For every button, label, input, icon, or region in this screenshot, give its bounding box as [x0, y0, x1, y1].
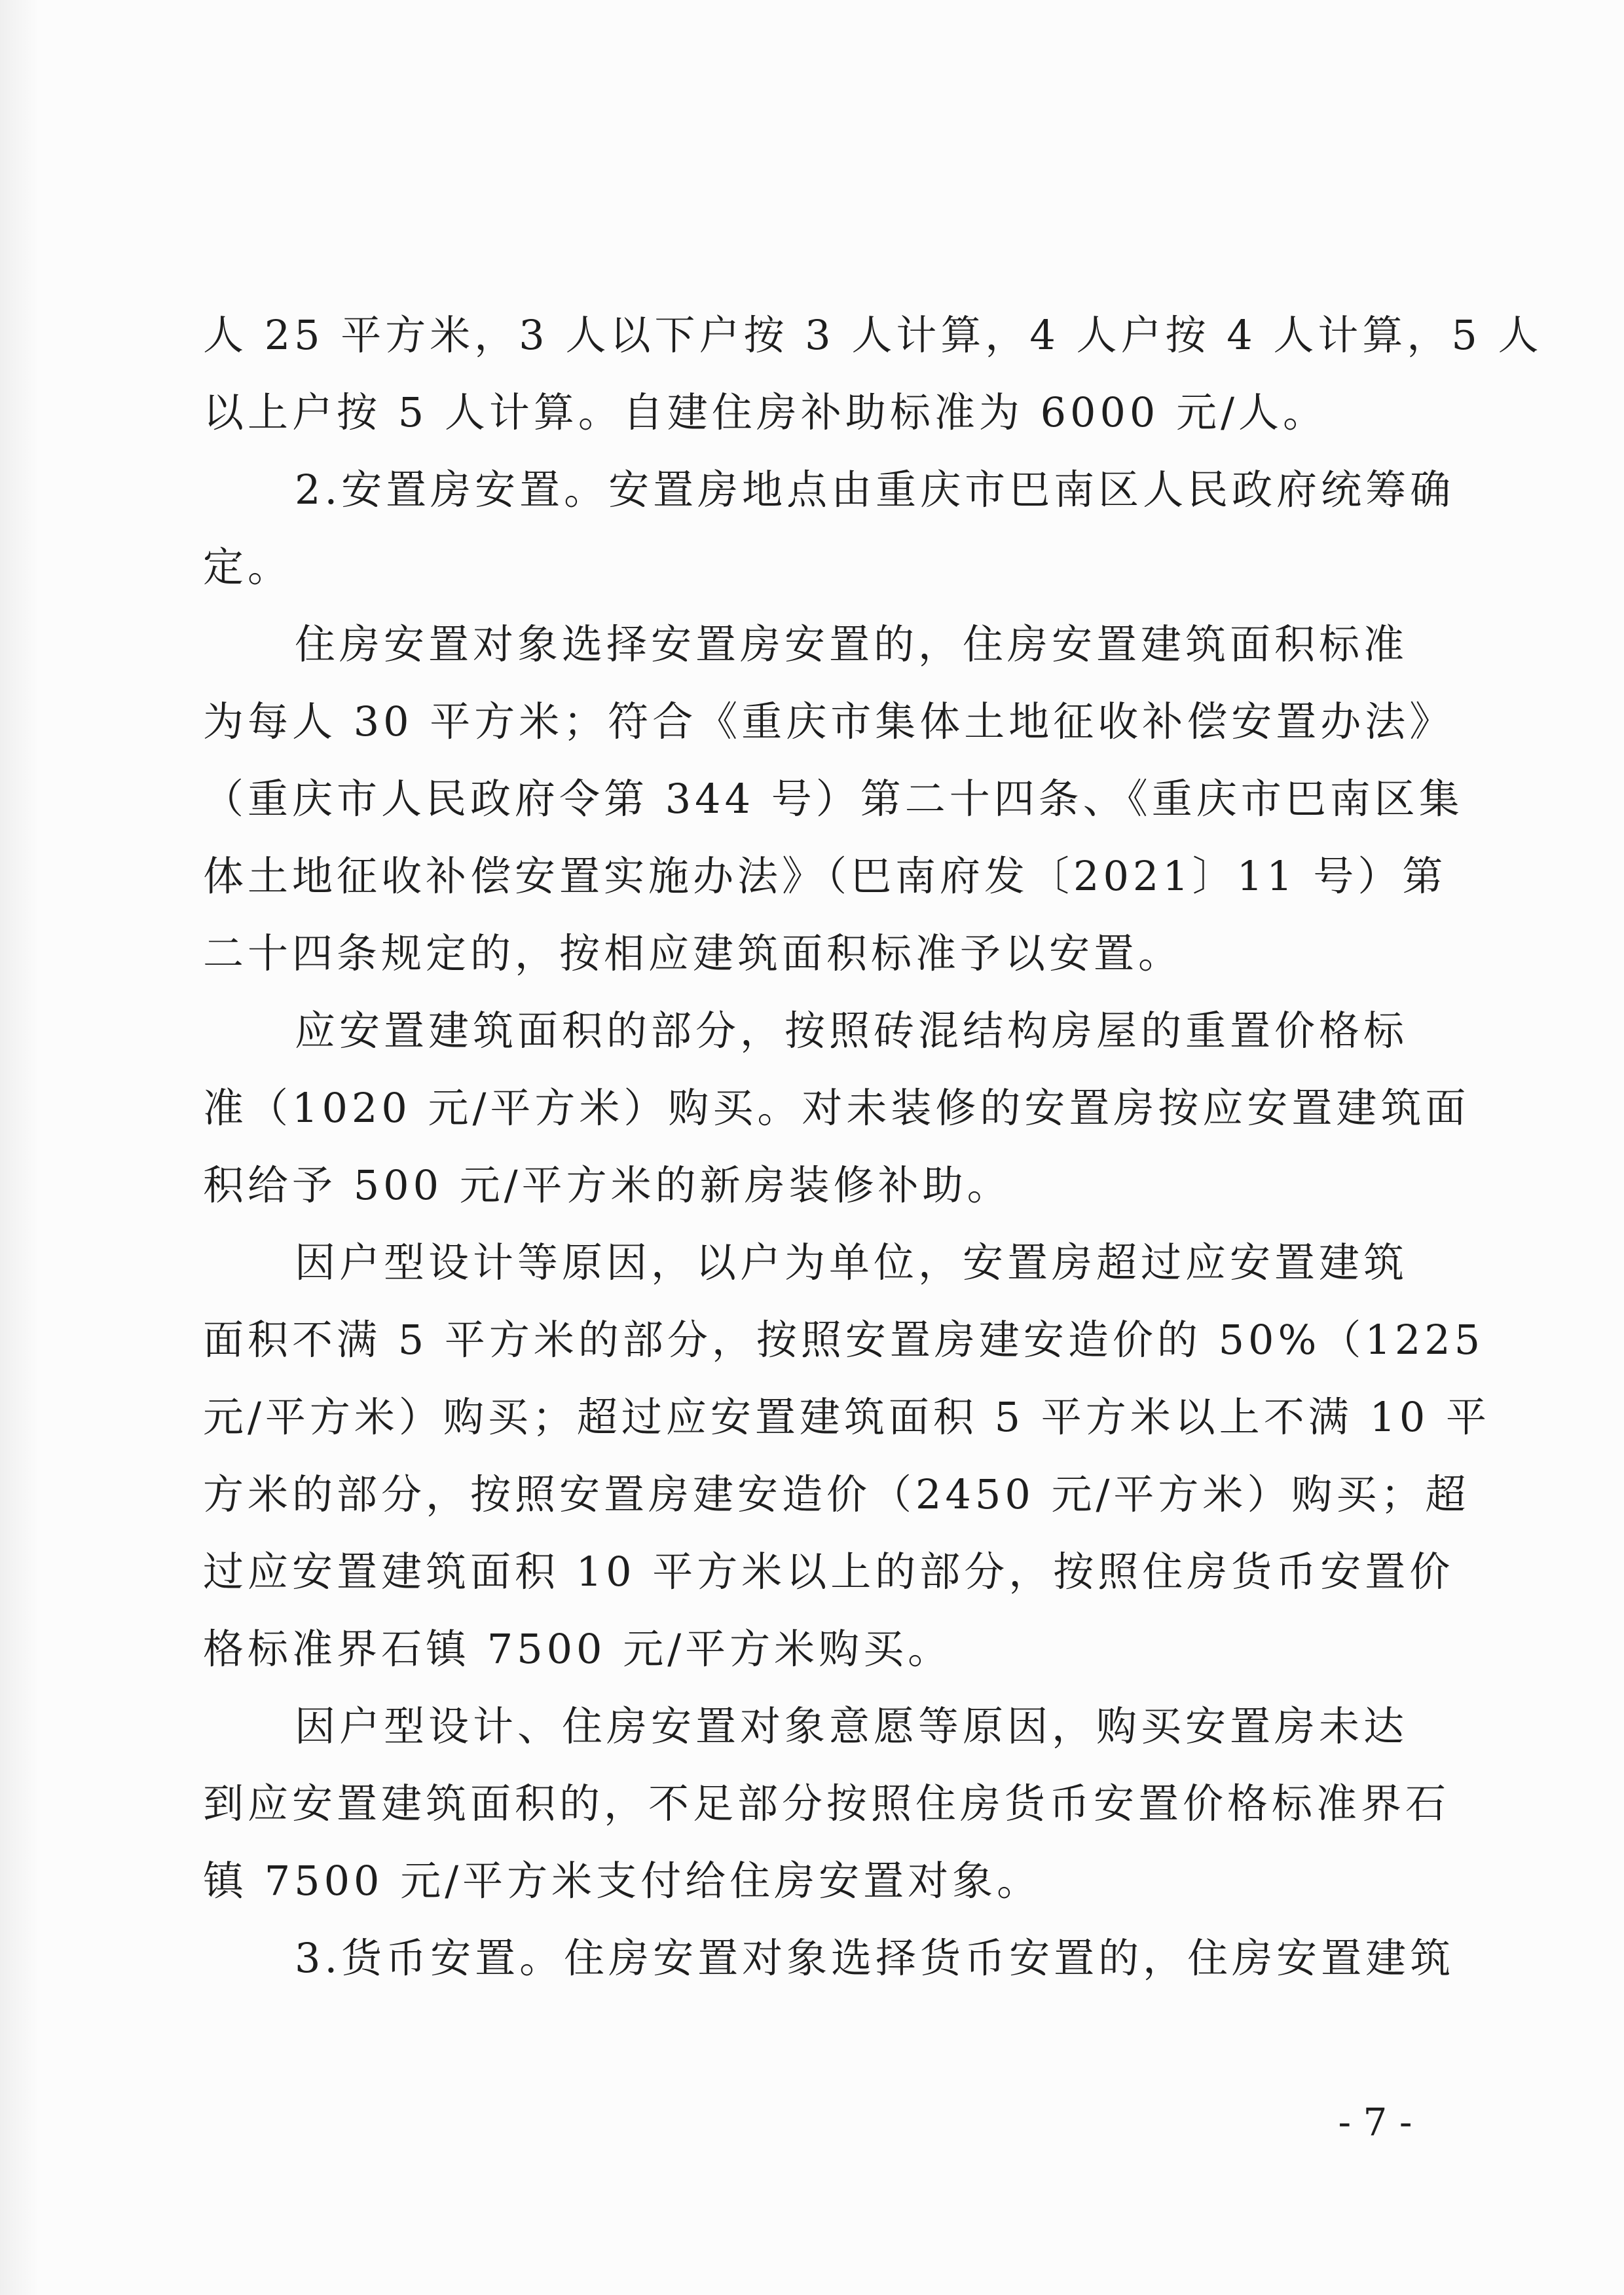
text-line: （重庆市人民政府令第 344 号）第二十四条、《重庆市巴南区集: [203, 775, 1464, 823]
text-line: 方米的部分，按照安置房建安造价（2450 元/平方米）购买；超: [203, 1470, 1470, 1518]
text-line: 积给予 500 元/平方米的新房装修补助。: [203, 1161, 1012, 1209]
text-line: 过应安置建筑面积 10 平方米以上的部分，按照住房货币安置价: [203, 1548, 1454, 1595]
page-number: - 7 -: [1338, 2100, 1412, 2144]
text-line: 镇 7500 元/平方米支付给住房安置对象。: [203, 1857, 1042, 1905]
text-line: 住房安置对象选择安置房安置的，住房安置建筑面积标准: [295, 620, 1409, 668]
text-line: 二十四条规定的，按相应建筑面积标准予以安置。: [203, 929, 1183, 977]
text-line: 格标准界石镇 7500 元/平方米购买。: [203, 1625, 953, 1673]
text-line: 因户型设计、住房安置对象意愿等原因，购买安置房未达: [295, 1702, 1409, 1750]
text-line: 以上户按 5 人计算。自建住房补助标准为 6000 元/人。: [203, 388, 1327, 436]
text-line: 定。: [203, 543, 293, 591]
text-line: 元/平方米）购买；超过应安置建筑面积 5 平方米以上不满 10 平: [203, 1393, 1491, 1441]
text-line: 到应安置建筑面积的，不足部分按照住房货币安置价格标准界石: [203, 1780, 1450, 1827]
text-line: 因户型设计等原因，以户为单位，安置房超过应安置建筑: [295, 1239, 1409, 1286]
text-line: 为每人 30 平方米；符合《重庆市集体土地征收补偿安置办法》: [203, 698, 1454, 745]
text-line: 应安置建筑面积的部分，按照砖混结构房屋的重置价格标: [295, 1007, 1409, 1054]
text-line: 准（1020 元/平方米）购买。对未装修的安置房按应安置建筑面: [203, 1084, 1470, 1132]
text-line: 人 25 平方米，3 人以下户按 3 人计算，4 人户按 4 人计算，5 人: [203, 311, 1543, 359]
text-line: 面积不满 5 平方米的部分，按照安置房建安造价的 50%（1225: [203, 1316, 1485, 1364]
text-line: 2.安置房安置。安置房地点由重庆市巴南区人民政府统筹确: [295, 466, 1455, 513]
text-line: 3.货币安置。住房安置对象选择货币安置的，住房安置建筑: [295, 1934, 1455, 1982]
text-line: 体土地征收补偿安置实施办法》（巴南府发〔2021〕11 号）第: [203, 852, 1447, 900]
